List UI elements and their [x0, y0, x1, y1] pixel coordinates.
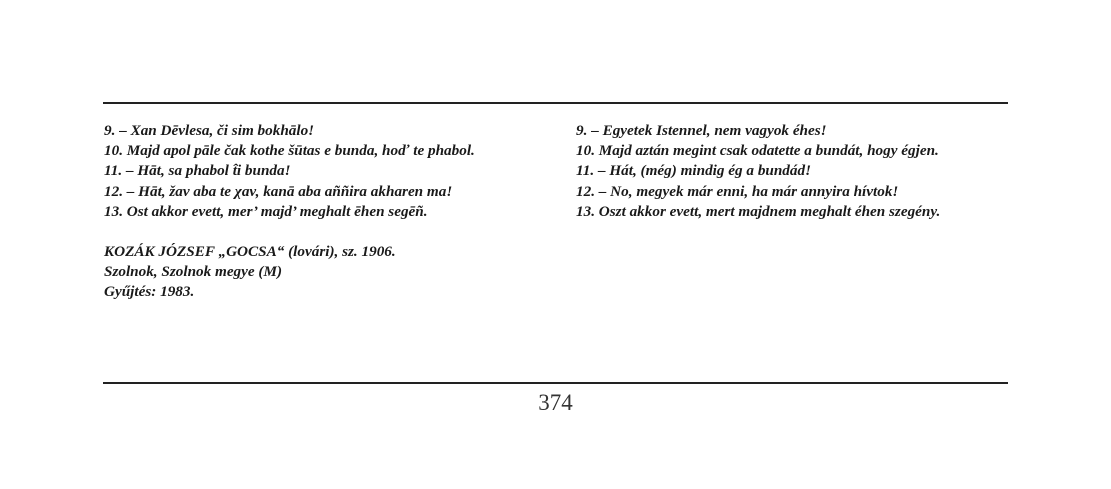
top-rule	[103, 102, 1008, 104]
romani-line-10: 10. Majd apol pāle čak kothe šūtas e bunda, hoď te phabol.	[104, 142, 475, 160]
romani-line-12: 12. – Hāt, žav aba te χav, kanā aba aññira akharen ma!	[104, 182, 453, 200]
romani-line-11: 11. – Hāt, sa phabol t̂i bunda!	[104, 162, 291, 180]
informant-name: KOZÁK JÓZSEF „GOCSA“ (lovári), sz. 1906.	[104, 243, 396, 261]
bottom-rule	[103, 382, 1008, 384]
hungarian-line-10: 10. Majd aztán megint csak odatette a bundát, hogy égjen.	[576, 142, 939, 160]
collection-year: Gyűjtés: 1983.	[104, 283, 195, 301]
informant-credits	[104, 242, 536, 303]
hungarian-line-9: 9. – Egyetek Istennel, nem vagyok éhes!	[576, 122, 827, 139]
hungarian-line-12: 12. – No, megyek már enni, ha már annyira hívtok!	[576, 182, 899, 200]
page-number: 374	[538, 390, 573, 415]
hungarian-text-column	[576, 121, 1009, 222]
hungarian-line-13: 13. Oszt akkor evett, mert majdnem meghalt éhen szegény.	[576, 202, 941, 220]
romani-text-column	[104, 121, 536, 303]
romani-line-13: 13. Ost akkor evett, mer’ majd’ meghalt ēhen segēñ.	[104, 202, 428, 220]
romani-line-9: 9. – Xan Dēvlesa, či sim bokhālo!	[104, 122, 315, 139]
hungarian-line-11: 11. – Hát, (még) mindig ég a bundád!	[576, 162, 811, 180]
informant-location: Szolnok, Szolnok megye (M)	[104, 263, 283, 281]
